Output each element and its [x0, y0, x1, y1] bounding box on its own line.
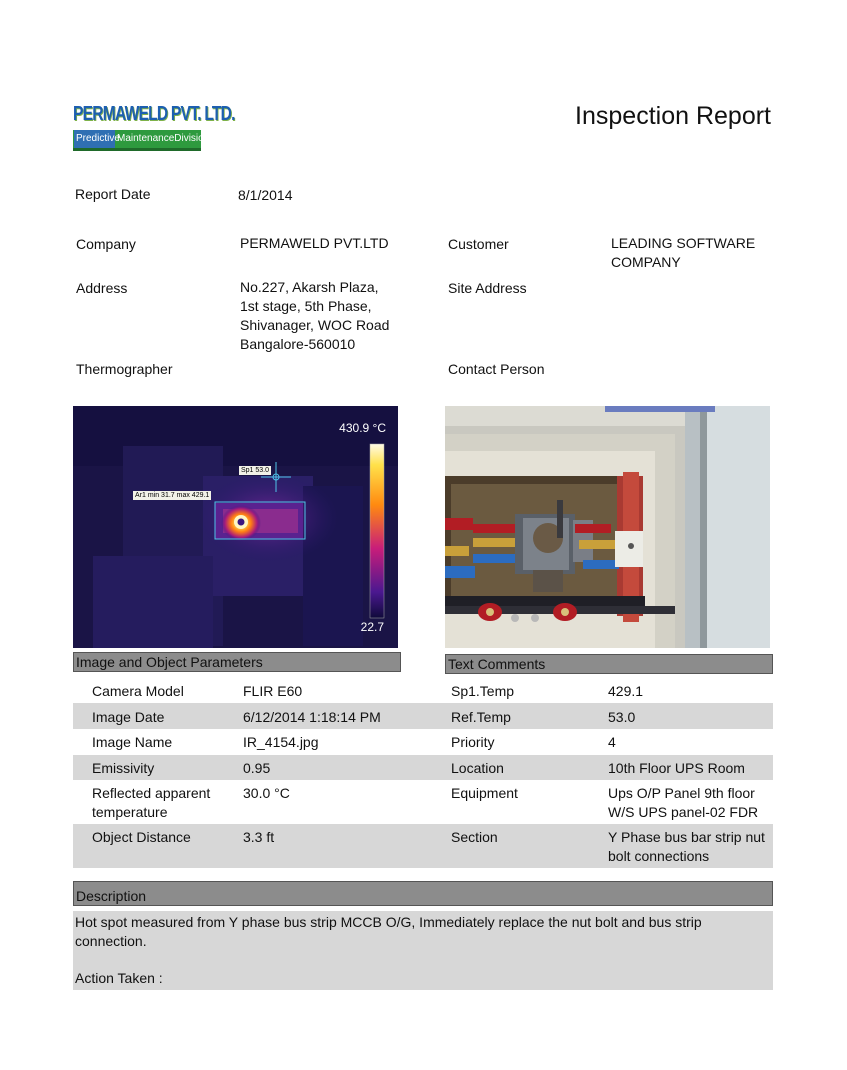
scale-min-label: 22.7	[360, 620, 384, 634]
page-title: Inspection Report	[575, 102, 771, 130]
param-left-label: Object Distance	[92, 829, 191, 845]
param-row	[73, 780, 773, 824]
company-label: Company	[76, 236, 136, 252]
param-left-value: 6/12/2014 1:18:14 PM	[243, 709, 381, 725]
param-right-label: Priority	[451, 734, 495, 750]
param-left-value: IR_4154.jpg	[243, 734, 319, 750]
description-header: Description	[73, 881, 773, 906]
thermal-image-graphic	[73, 406, 398, 648]
param-left-label: Image Name	[92, 734, 173, 750]
param-right-label: Section	[451, 829, 498, 845]
company-logo	[73, 103, 235, 152]
param-left-label: Reflected apparent temperature	[92, 785, 211, 820]
param-left-value: 30.0 °C	[243, 785, 290, 801]
param-row	[73, 729, 773, 755]
param-right-label: Ref.Temp	[451, 709, 511, 725]
image-params-header: Image and Object Parameters	[73, 652, 401, 672]
param-right-value: 4	[608, 734, 616, 750]
param-left-value: 0.95	[243, 760, 271, 776]
description-box	[73, 911, 773, 990]
panel-photo-graphic	[445, 406, 770, 648]
customer-label: Customer	[448, 236, 509, 252]
contact-person-label: Contact Person	[448, 361, 545, 377]
customer-value: LEADING SOFTWARE COMPANY	[611, 235, 756, 270]
param-right-value: 10th Floor UPS Room	[608, 760, 745, 776]
param-right-value: 429.1	[608, 683, 644, 699]
param-right-value: Ups O/P Panel 9th floor W/S UPS panel-02 FDR	[608, 785, 759, 820]
param-right-label: Sp1.Temp	[451, 683, 515, 699]
param-left-label: Image Date	[92, 709, 165, 725]
report-date-label: Report Date	[75, 186, 151, 202]
thermographer-label: Thermographer	[76, 361, 173, 377]
company-value: PERMAWELD PVT.LTD	[240, 235, 389, 251]
description-text: Hot spot measured from Y phase bus strip MCCB O/G, Immediately replace the nut bolt and bus strip connection.	[75, 914, 702, 949]
param-right-value: 53.0	[608, 709, 636, 725]
logo-tag-right: MaintenanceDivision	[117, 133, 210, 144]
action-taken-label: Action Taken :	[75, 970, 163, 986]
param-right-value: Y Phase bus bar strip nut bolt connections	[608, 829, 765, 864]
param-row	[73, 703, 773, 729]
scale-max-label: 430.9 °C	[339, 421, 386, 435]
area-measure-label: Ar1 min 31.7 max 429.1	[135, 492, 210, 499]
report-date-value: 8/1/2014	[238, 187, 293, 203]
address-label: Address	[76, 280, 128, 296]
text-comments-header: Text Comments	[445, 654, 773, 674]
address-value: No.227, Akarsh Plaza, 1st stage, 5th Phase, Shivanager, WOC Road Bangalore-560010	[240, 279, 390, 352]
param-left-label: Camera Model	[92, 683, 184, 699]
logo-tagline	[73, 130, 210, 151]
param-row	[73, 755, 773, 780]
param-right-label: Equipment	[451, 785, 518, 801]
logo-tag-left: Predictive	[74, 130, 115, 148]
visual-photo	[445, 406, 770, 648]
param-right-label: Location	[451, 760, 504, 776]
spot-measure-label: Sp1 53.0	[241, 467, 270, 474]
param-left-value: 3.3 ft	[243, 829, 275, 845]
param-row	[73, 676, 773, 703]
param-left-value: FLIR E60	[243, 683, 303, 699]
thermal-image	[73, 406, 398, 648]
site-address-label: Site Address	[448, 280, 527, 296]
param-left-label: Emissivity	[92, 760, 155, 776]
param-row	[73, 824, 773, 868]
logo-name: PERMAWELD PVT. LTD.	[73, 103, 235, 125]
